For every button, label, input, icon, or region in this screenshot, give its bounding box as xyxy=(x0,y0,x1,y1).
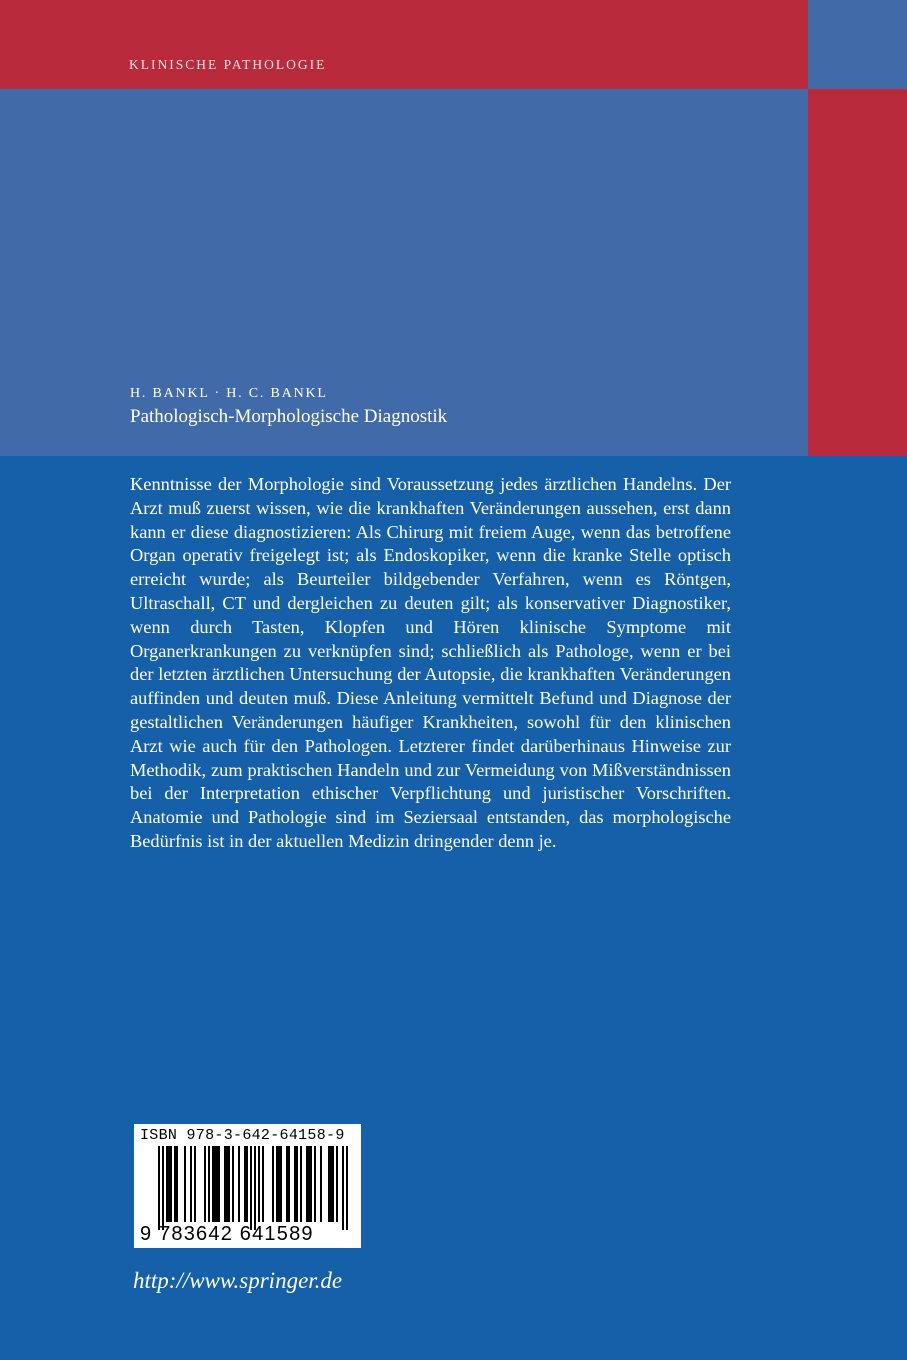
barcode-bar xyxy=(218,1146,220,1222)
barcode-bar xyxy=(300,1146,302,1222)
series-label: KLINISCHE PATHOLOGIE xyxy=(129,57,327,72)
barcode-bar xyxy=(336,1146,338,1222)
blurb-text: Kenntnisse der Morphologie sind Voraussetzung jedes ärztlichen Handelns. Der Arzt muß zuerst wissen, wie die krankhaften Veränderungen aussehen, erst dann kann er diese diagnostizieren: Als Chirurg mit freiem Auge, wenn das betroffene Organ operativ freigelegt ist; als Endoskopiker, wenn die kranke Stelle optisch erreicht wurde; als Beurteiler bildgebender Verfahren, wenn es Röntgen, Ultraschall, CT und dergleichen zu deuten gilt; als konservativer Diagnostiker, wenn durch Tasten, Klopfen und Hören klinische Symptome mit Organerkrankungen zu verknüpfen sind; schließlich als Pathologe, wenn er bei der letzten ärztlichen Untersuchung der Autopsie, die krankhaften Veränderungen auffinden und deuten muß. Diese Anleitung vermittelt Befund und Diagnose der gestaltlichen Veränderungen häufiger Krankheiten, sowohl für den klinischen Arzt wie auch für den Pathologen. Letzterer findet darüberhinaus Hinweise zur Methodik, zum praktischen Handeln und zur Vermeidung von Mißverständnissen bei der Interpretation ethischer Verpflichtung und juristischer Vorschriften. Anatomie und Pathologie sind im Seziersaal entstanden, das morphologische Bedürfnis ist in der aktuellen Medizin dringender denn je. xyxy=(130,474,731,851)
barcode-bar xyxy=(168,1146,170,1222)
barcode-bar xyxy=(162,1146,164,1230)
barcode-bar xyxy=(286,1146,288,1222)
barcode-bar xyxy=(280,1146,282,1222)
ean-digits: 9 783642 641589 xyxy=(140,1223,314,1245)
barcode-bar xyxy=(250,1146,252,1230)
barcode-bar xyxy=(332,1146,334,1222)
barcode-bar xyxy=(244,1146,246,1222)
barcode xyxy=(134,1124,361,1248)
barcode-bar xyxy=(306,1146,308,1222)
authors: H. BANKL · H. C. BANKL xyxy=(130,386,328,401)
barcode-bar xyxy=(294,1146,296,1222)
barcode-bar xyxy=(228,1146,230,1222)
book-title: Pathologisch-Morphologische Diagnostik xyxy=(130,406,448,427)
side-accent-block xyxy=(808,89,907,456)
barcode-bar xyxy=(328,1146,330,1222)
barcode-bar xyxy=(166,1146,168,1222)
corner-block xyxy=(808,0,907,89)
barcode-bar xyxy=(262,1146,264,1222)
barcode-bar xyxy=(272,1146,274,1222)
barcode-bar xyxy=(176,1146,178,1222)
barcode-bar xyxy=(346,1146,348,1230)
barcode-bar xyxy=(310,1146,312,1222)
barcode-bar xyxy=(212,1146,214,1222)
title-panel xyxy=(0,89,808,456)
barcode-bar xyxy=(342,1146,344,1230)
barcode-bar xyxy=(288,1146,290,1222)
barcode-bar xyxy=(184,1146,186,1222)
barcode-bar xyxy=(238,1146,240,1222)
barcode-bar xyxy=(208,1146,210,1222)
barcode-bar xyxy=(158,1146,160,1230)
barcode-bar xyxy=(276,1146,278,1222)
barcode-bar xyxy=(216,1146,218,1222)
isbn-label: ISBN 978-3-642-64158-9 xyxy=(140,1127,345,1144)
barcode-bar xyxy=(226,1146,228,1222)
barcode-bar xyxy=(204,1146,206,1222)
barcode-bar xyxy=(296,1146,298,1222)
barcode-bar xyxy=(314,1146,316,1222)
barcode-bar xyxy=(170,1146,172,1222)
barcode-bar xyxy=(174,1146,176,1222)
barcode-bar xyxy=(194,1146,196,1222)
barcode-bar xyxy=(232,1146,234,1222)
barcode-bar xyxy=(254,1146,256,1230)
barcode-bar xyxy=(224,1146,226,1222)
barcode-bar xyxy=(190,1146,192,1222)
barcode-bar xyxy=(278,1146,280,1222)
barcode-bar xyxy=(214,1146,216,1222)
barcode-bar xyxy=(330,1146,332,1222)
barcode-bar xyxy=(246,1146,248,1222)
barcode-bar xyxy=(308,1146,310,1222)
series-banner xyxy=(0,0,808,89)
publisher-url: http://www.springer.de xyxy=(133,1268,343,1293)
barcode-bar xyxy=(320,1146,322,1222)
barcode-bar xyxy=(258,1146,260,1222)
